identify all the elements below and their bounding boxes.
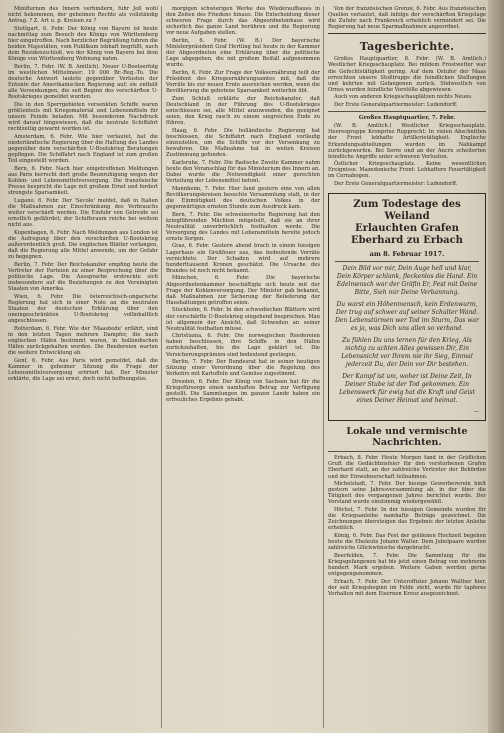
memorial-title-name: Erlauchten Grafen Eberhard zu Erbach [351, 223, 463, 247]
memorial-verse: Der Kampf ist um, woher ist Deine Zeit, In Deiner Stube ist der Tod gekommen. Ein Lebenswerk für ewig hat die Kraft und Geist eines Deiner Heimat und heimat. [339, 373, 475, 405]
article-paragraph: Berlin, 7. Febr. Der Reichskanzler empfing heute die Vertreter der Parteien zu einer Besprechung über die politische Lage. Die Aussprache erstreckte sich insbesondere auf die Beziehungen zu den Vereinigten Staaten von Amerika. [8, 261, 158, 293]
article-paragraph: Erbach, 8. Febr. Heute Morgen fand in der Gräflichen Gruft die Gedächtnisfeier für den verstorbenen Grafen Eberhard statt, an der zahlreiche Vertreter der Behörden und der Einwohnerschaft teilnahmen. [328, 455, 486, 480]
article-paragraph: Mannheim, 7. Febr. Hier fand gestern eine von allen Bevölkerungskreisen besuchte Versammlung statt, in der die Einmütigkeit des deutschen Volkes in der gegenwärtigen ernsten Stunde zum Ausdruck kam. [166, 185, 320, 210]
article-paragraph: Höchst, 7. Febr. In der hiesigen Gemeinde wurden für die Kriegsanleihe namhafte Beträge gezeichnet. Die Zeichnungen übersteigen das Ergebnis der letzten Anleihe erheblich. [328, 507, 486, 532]
column-middle [166, 6, 320, 728]
article-paragraph: Berlin, 6. Febr. (W. B.) Der bayerische Ministerpräsident Graf Hertling hat heute in der Kammer der Abgeordneten eine Erklärung über die politische Lage abgegeben, die mit großem Beifall aufgenommen wurde. [166, 37, 320, 69]
memorial-notice [328, 193, 486, 421]
article-paragraph: König, 6. Febr. Das Fest der goldenen Hochzeit begehen heute die Eheleute Johann Walter. Dem Jubelpaare wurden zahlreiche Glückwünsche dargebracht. [328, 532, 486, 552]
memorial-verses [335, 265, 479, 405]
article-paragraph: Beerfelden, 7. Febr. Die Sammlung für die Kriegsgefangenen hat bis jetzt einen Betrag von mehreren hundert Mark ergeben. Weitere Gaben werden gerne entgegengenommen. [328, 552, 486, 577]
local-news-text [328, 455, 486, 597]
article-paragraph: Die in den Sperrgebieten versenkten Schiffe waren größtenteils mit Kriegsmaterial und Lebensmitteln für unsere Feinde beladen. Mit besonderem Nachdruck wird darauf hingewiesen, daß die neutrale Schiffahrt rechtzeitig gewarnt worden ist. [8, 101, 158, 133]
reports-text [328, 56, 486, 108]
article-paragraph: Stockholm, 6. Febr. In den schwedischen Blättern wird der verschärfte U-Bootskrieg eingehend besprochen. Man ist allgemein der Ansicht, daß Schweden an seiner Neutralität festhalten müsse. [166, 307, 320, 332]
article-paragraph: Bern, 6. Febr. Nach hier eingetroffenen Meldungen aus Paris herrscht dort große Beunruhigung wegen der Kohlen- und Lebensmittelversorgung. Die französische Presse bespricht die Lage mit großem Ernst und fordert strengste Sparsamkeit. [8, 165, 158, 197]
article-paragraph: Der Erste Generalquartiermeister: Ludendorff. [334, 181, 458, 188]
article-paragraph: Karlsruhe, 7. Febr. Die Badische Zweite Kammer nahm heute den Voranschlag für das Ministerium des Innern an. Dabei wurde die Notwendigkeit einer gerechten Verteilung der Lebensmittel betont. [166, 159, 320, 185]
article-paragraph: Michelstadt, 7. Febr. Der hiesige Gewerbeverein hielt gestern seine Jahresversammlung ab, in der über die Tätigkeit des vergangenen Jahres berichtet wurde. Der Vorstand wurde einstimmig wiedergewählt. [328, 481, 486, 506]
article-paragraph: Minifterium des Innern verhindern, fuhr Jeß wohl nicht bekommen, der geheimen Rechte als vollständig Antrag. ? Z. Art u. p. Kreisen zu ? [8, 6, 158, 25]
article-paragraph: Kopenhagen, 6. Febr. Nach Meldungen aus London ist die Aufregung über den verschärften U-Bootskrieg außerordentlich groß. Die englischen Blätter verlangen, daß die Regierung alle Mittel anwende, um der Gefahr zu begegnen. [8, 229, 158, 261]
article-paragraph: Graz, 6. Febr. Gestern abend brach in einem hiesigen Lagerhaus ein Großfeuer aus, das bedeutende Vorräte vernichtete. Der Schaden wird auf mehrere hunderttausend Kronen geschätzt. Die Ursache des Brandes ist noch nicht bekannt. [166, 243, 320, 274]
page-edge-shadow [488, 0, 504, 733]
column-left [8, 6, 158, 728]
article-paragraph: Östlicher Kriegsschauplatz. Keine wesentlichen Ereignisse. Mazedonische Front: Lebhaftere Feuertätigkeit im Cernabogen. [328, 161, 486, 180]
report-subheading: Großes Hauptquartier, 7. Febr. [358, 115, 456, 122]
article-paragraph: Zum Schluß erklärte der Reichskanzler, daß Deutschland in der Führung des U-Bootskrieges entschlossen sei, alle Mittel anzuwenden, die geeignet seien, den Krieg rasch zu einem siegreichen Ende zu führen. [166, 95, 320, 127]
column-left-text [8, 6, 158, 382]
article-paragraph: Großes Hauptquartier, 8. Febr. (W. B. Amtlich.) Westlicher Kriegsschauplatz. Bei mildem Frostwetter war die Gefechtstätigkeit gering. Auf dem Ostufer der Maas erreichten unsere Stoßtrupps die feindlichen Stellungen und kehrten mit Gefangenen zurück. Südwestlich von Ornes wurden feindliche Vorstöße abgewiesen. [328, 56, 486, 93]
article-paragraph: Haag, 6. Febr. Die holländische Regierung hat beschlossen, die Schiffahrt nach England vorläufig einzustellen, um die Schiffe vor der Versenkung zu bewahren. Die Maßnahme hat in weiten Kreisen Zustimmung gefunden. [166, 127, 320, 159]
section-rule [328, 451, 486, 452]
notice-rule [335, 261, 479, 262]
section-heading-local: Lokale und vermischte Nachrichten. [346, 426, 468, 449]
memorial-date: am 8. Februar 1917. [369, 250, 445, 259]
article-paragraph: Stuttgart, 6. Febr. Der König von Bayern ist heute nachmittag zum Besuch des Königs von Württemberg hier eingetroffen. Nach herzlicher Begrüßung fuhren die beiden Majestäten, vom Publikum lebhaft begrüßt, nach dem Residenzschloß, wo der König von Bayern bei dem Könige von Württemberg Wohnung nahm. [8, 25, 158, 63]
article-paragraph: Von der französischen Grenze, 6. Febr. Aus französischen Quellen verlautet, daß infolge der verschärften Kriegslage die Zufuhr nach Frankreich erheblich vermindert sei. Die Regierung hat neue Sparmaßnahmen angeordnet. [328, 6, 486, 31]
memorial-verse: Dein Bild vor mir, Dein Auge hell und klar, Dein Körper schlank, fleckenlos die Hand. Ein Edelmensch war der Gräfin Er, Fest mit Deine Bitte, Sieh mir Deine Verbannung. [336, 265, 478, 297]
reports-text-2 [328, 123, 486, 187]
article-paragraph: Berlin, 6. Febr. Zur Frage der Volksernährung teilt der Präsident des Kriegsernährungsamtes mit, daß die Vorräte bis zur neuen Ernte ausreichen werden, wenn die Bevölkerung die gebotene Sparsamkeit weiterhin übt. [166, 69, 320, 95]
article-paragraph: Wien, 6. Febr. Die österreichisch-ungarische Regierung hat sich in einer Note an die neutralen Staaten der deutschen Erklärung über den uneingeschränkten U-Bootskrieg vollinhaltlich angeschlossen. [8, 293, 158, 325]
article-paragraph: Christiania, 6. Febr. Die norwegischen Reedereien haben beschlossen, ihre Schiffe in den Häfen zurückzuhalten, bis die Lage geklärt ist. Die Versicherungsprämien sind bedeutend gestiegen. [166, 333, 320, 358]
section-rule [328, 111, 486, 112]
memorial-verse: Zu fühlen Du uns lernen für den Krieg, Als nichtig zu achten Alles gewissen Dir, Ein Lebensnicht vor Ihrem nie ihr Sieg, Einmal jederzeit Du, der Dein vor Dir bestehen. [341, 337, 473, 369]
article-paragraph: Genf, 6. Febr. Aus Paris wird gemeldet, daß die Kammer in geheimer Sitzung die Frage der Lebensmittelversorgung erörtert hat. Der Minister erklärte, die Lage sei ernst, doch nicht hoffnungslos. [8, 357, 158, 382]
article-paragraph: München, 6. Febr. Die bayerische Abgeordnetenkammer beschäftigte sich heute mit der Frage der Kohlenversorgung. Der Minister gab bekannt, daß Maßnahmen zur Sicherung der Belieferung der Haushaltungen getroffen seien. [166, 275, 320, 306]
memorial-signature: — [473, 409, 479, 416]
column-right [328, 6, 486, 728]
section-heading-reports: Tagesberichte. [359, 40, 455, 54]
article-paragraph: Berlin, 7. Febr. Der Bundesrat hat in seiner heutigen Sitzung einer Verordnung über die Regelung des Verkehrs mit Kartoffeln und Gemüse zugestimmt. [166, 359, 320, 378]
article-paragraph: Auch von anderen Kriegsschauplätzen nichts Neues. [334, 94, 473, 101]
memorial-verse: Du warst ein Höhenmensch, kein Erdenwurm, Der trug auf schwer auf seiner Schulter Wand. Den Lebenstürmen wer Tod im Sturm, Das war es ja, was Dich uns allen so verband. [335, 301, 479, 333]
article-paragraph: Rotterdam, 6. Febr. Wie der 'Maasbode' erfährt, sind in den letzten Tagen mehrere Dampfer, die nach englischen Häfen bestimmt waren, in holländischen Häfen zurückgehalten worden. Die Reedereien warten die weitere Entwicklung ab. [8, 325, 158, 357]
article-paragraph: Lugano, 6. Febr. Der 'Secolo' meldet, daß in Italien die Maßnahmen zur Einschränkung des Verbrauchs weiter verschärft werden. Die Einfuhr von Getreide sei ernstlich gefährdet; der Schiffsraum reiche bei weitem nicht aus. [8, 197, 158, 229]
article-paragraph: morgigen schwierigen Werke des Wiederaufbaues in den Zeiten des Friedens hinaus. Die Entscheidung dieser schweren Frage durch das Abgeordnetenhaus wird sicherlich das ganze Land berühren und die Regierung vor neue Aufgaben stellen. [166, 6, 320, 37]
section-rule [328, 33, 486, 34]
article-paragraph: Der Erste Generalquartiermeister: Ludendorff. [334, 102, 458, 109]
column-divider [323, 6, 324, 728]
article-paragraph: Berlin, 7. Febr. (W. B. Amtlich). Neuer U-Bootserfolg im westlichen Mittelmeer: 19 000 Br.-Reg.-To. Die deutsche Antwort lautete gegenüber Verlusten der Entente der Amerikanischen Regierung auf; sie enthält alle Versenkungen, die seit Beginn des verschärften U-Bootskrieges gemeldet wurden. [8, 63, 158, 101]
article-paragraph: Bern, 7. Febr. Die schweizerische Regierung hat den kriegführenden Mächten mitgeteilt, daß sie an ihrer Neutralität unverbrüchlich festhalten werde. Die Versorgung des Landes mit Lebensmitteln bereite jedoch ernste Sorgen. [166, 211, 320, 242]
article-paragraph: Dresden, 6. Febr. Der König von Sachsen hat für die Kriegsfürsorge einen namhaften Betrag zur Verfügung gestellt. Die Sammlungen im ganzen Lande haben ein erfreuliches Ergebnis gehabt. [166, 378, 320, 404]
article-paragraph: Amsterdam, 6. Febr. Wie hier verlautet, hat die niederländische Regierung über die Haltung des Landes gegenüber dem verschärften U-Bootskrieg Beratungen gepflogen. Die Schiffahrt nach England ist zum großen Teil eingestellt worden. [8, 133, 158, 165]
article-paragraph: Erbach, 7. Febr. Der Unteroffizier Johann Walther hier, der seit Kriegsbeginn im Felde steht, wurde für tapferes Verhalten mit dem Eisernen Kreuz ausgezeichnet. [328, 578, 486, 597]
column-middle-text [166, 6, 320, 403]
article-paragraph: (W. B. Amtlich.) Westlicher Kriegsschauplatz. Heeresgruppe Kronprinz Rupprecht: In vielen Abschnitten der Front lebhafte Artillerietätigkeit. Englische Erkundungsabteilungen wurden im Nahkampf zurückgeworfen. Bei Serre und an der Ancre scheiterten feindliche Angriffe unter schweren Verlusten. [328, 123, 486, 160]
memorial-title: Zum Todestage des Weiland [353, 199, 461, 223]
column-divider [161, 6, 162, 728]
